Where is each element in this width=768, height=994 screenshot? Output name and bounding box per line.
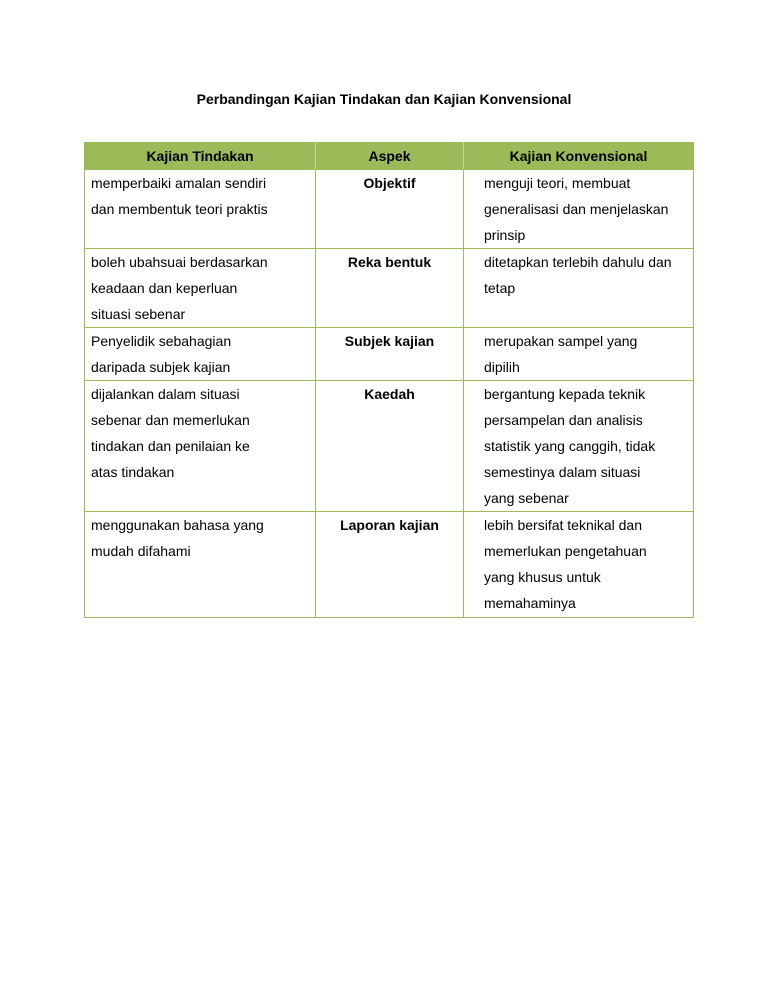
cell-line: boleh ubahsuai berdasarkan (91, 254, 268, 270)
cell-line: statistik yang canggih, tidak (484, 438, 656, 454)
cell-line: dijalankan dalam situasi (91, 386, 240, 402)
cell-kajian-konvensional (464, 249, 694, 328)
table-row (85, 512, 694, 618)
cell-kajian-konvensional (464, 512, 694, 618)
cell-line: Penyelidik sebahagian (91, 333, 232, 349)
cell-kajian-tindakan (85, 249, 316, 328)
cell-line: menguji teori, membuat (484, 175, 631, 191)
cell-kajian-tindakan (85, 328, 316, 381)
table-header-row (85, 143, 694, 170)
cell-line: situasi sebenar (91, 306, 186, 322)
table-row (85, 170, 694, 249)
header-kajian-tindakan: Kajian Tindakan (85, 143, 316, 170)
cell-aspek: Reka bentuk (316, 249, 464, 328)
cell-line: memerlukan pengetahuan (484, 543, 647, 559)
cell-kajian-konvensional (464, 170, 694, 249)
cell-kajian-konvensional (464, 381, 694, 512)
cell-line: memahaminya (484, 595, 576, 611)
table-row (85, 249, 694, 328)
cell-line: sebenar dan memerlukan (91, 412, 250, 428)
cell-line: memperbaiki amalan sendiri (91, 175, 267, 191)
cell-line: mudah difahami (91, 543, 191, 559)
cell-line: generalisasi dan menjelaskan (484, 201, 669, 217)
cell-line: daripada subjek kajian (91, 359, 231, 375)
cell-aspek: Laporan kajian (316, 512, 464, 618)
cell-line: ditetapkan terlebih dahulu dan (484, 254, 672, 270)
cell-line: merupakan sampel yang (484, 333, 638, 349)
header-kajian-konvensional: Kajian Konvensional (464, 143, 694, 170)
cell-line: prinsip (484, 227, 526, 243)
cell-line: persampelan dan analisis (484, 412, 643, 428)
cell-line: bergantung kepada teknik (484, 386, 646, 402)
table-row (85, 328, 694, 381)
cell-line: semestinya dalam situasi (484, 464, 641, 480)
cell-line: keadaan dan keperluan (91, 280, 238, 296)
cell-aspek: Kaedah (316, 381, 464, 512)
comparison-table (84, 142, 694, 618)
page-title: Perbandingan Kajian Tindakan dan Kajian Konvensional (196, 91, 572, 107)
cell-line: dan membentuk teori praktis (91, 201, 268, 217)
cell-kajian-konvensional (464, 328, 694, 381)
table-row (85, 381, 694, 512)
cell-kajian-tindakan (85, 170, 316, 249)
cell-kajian-tindakan (85, 381, 316, 512)
cell-line: yang sebenar (484, 490, 569, 506)
cell-line: atas tindakan (91, 464, 175, 480)
cell-line: menggunakan bahasa yang (91, 517, 264, 533)
cell-kajian-tindakan (85, 512, 316, 618)
cell-line: yang khusus untuk (484, 569, 601, 585)
cell-line: lebih bersifat teknikal dan (484, 517, 642, 533)
cell-line: tindakan dan penilaian ke (91, 438, 250, 454)
cell-aspek: Objektif (316, 170, 464, 249)
header-aspek: Aspek (316, 143, 464, 170)
cell-line: tetap (484, 280, 516, 296)
cell-aspek: Subjek kajian (316, 328, 464, 381)
cell-line: dipilih (484, 359, 520, 375)
